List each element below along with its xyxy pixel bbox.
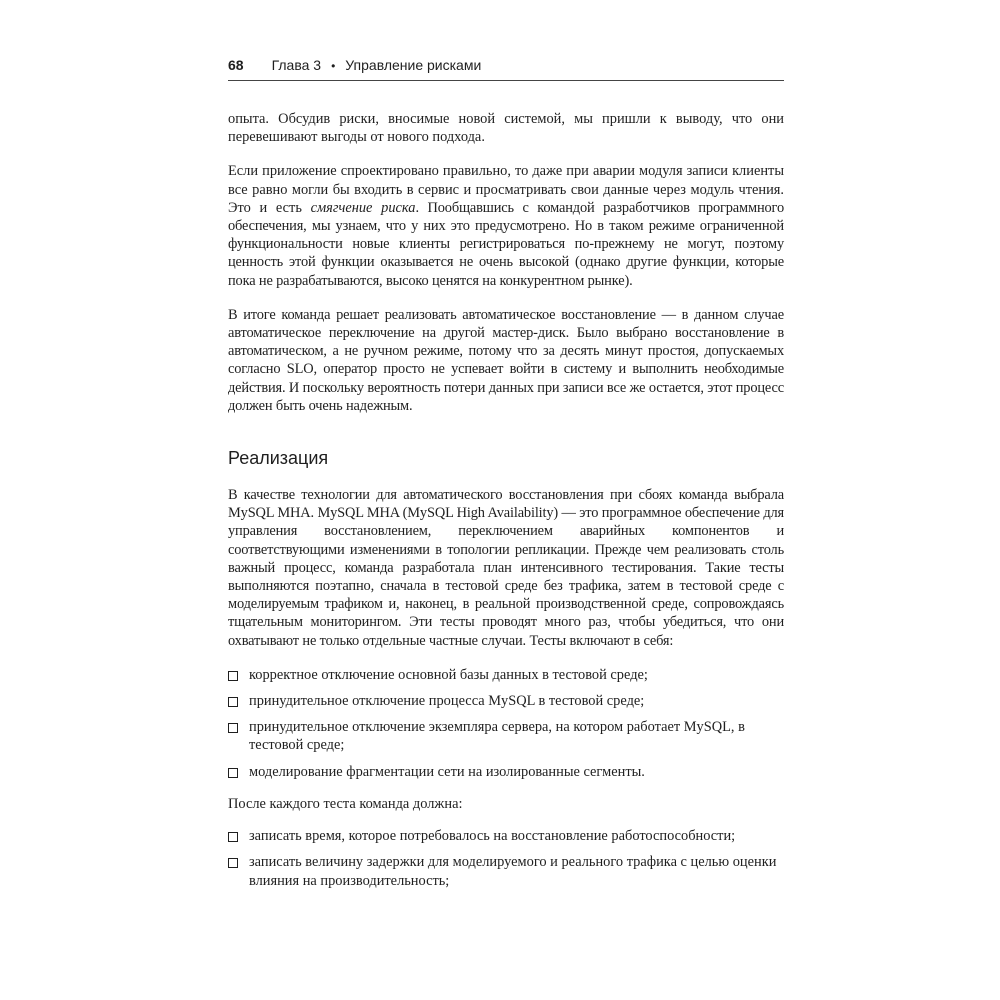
paragraph-text: В итоге команда решает реализовать автоматическое восстановление — в данном случае автоматическое переключение на другой мастер-диск. Было выбрано восстановление в автоматическом, а не ручном режиме, потому что за десять минут простоя, допускаемых согласно SLO, оператор просто не успевает войти в систему и выполнить необходимые действия. И поскольку вероятность потери данных при записи все же остается, этот процесс должен быть очень надежным.: [228, 306, 784, 414]
chapter-label: Глава 3: [271, 57, 322, 73]
list-item-text: записать величину задержки для моделируемого и реального трафика с целью оценки влияния на производительность;: [249, 854, 777, 889]
paragraph-1: [228, 110, 784, 146]
list-item: [228, 763, 784, 781]
list-item-text: корректное отключение основной базы данных в тестовой среде;: [249, 666, 648, 683]
checkbox-bullet-icon: [228, 768, 238, 778]
list-item: [228, 666, 784, 684]
page-body: [228, 110, 784, 904]
chapter-title: Управление рисками: [345, 57, 482, 73]
checkbox-bullet-icon: [228, 858, 238, 868]
checkbox-bullet-icon: [228, 697, 238, 707]
paragraph-text: опыта. Обсудив риски, вносимые новой системой, мы пришли к выводу, что они перевешивают выгоды от нового подхода.: [228, 111, 784, 146]
list-item: [228, 692, 784, 710]
paragraph-2: [228, 162, 784, 289]
list-item: [228, 718, 784, 754]
list-item: [228, 853, 784, 889]
paragraph-text: . Пообщавшись с командой разработчиков программного обеспечения, мы узнаем, что у них это предусмотрено. Но в таком режиме ограниченной функциональности новые клиенты регистрироваться по-прежнему не могут, поэтому ценность этой функции оказывается не очень высокой (однако другие функции, которые пока не разрабатываются, высоко ценятся на конкурентном рынке).: [228, 199, 784, 289]
checkbox-bullet-icon: [228, 671, 238, 681]
list-item-text: принудительное отключение экземпляра сервера, на котором работает MySQL, в тестовой среде;: [249, 719, 745, 754]
page-number: 68: [228, 57, 244, 73]
list-item-text: записать время, которое потребовалось на восстановление работоспособности;: [249, 828, 736, 845]
emphasis-term: смягчение риска: [310, 199, 416, 216]
section-heading: Реализация: [228, 448, 329, 469]
header-rule: [228, 80, 784, 81]
running-head: [228, 57, 784, 81]
checkbox-bullet-icon: [228, 723, 238, 733]
section-intro: [228, 486, 784, 650]
paragraph-3: [228, 306, 784, 415]
paragraph-text: Если приложение спроектировано правильно, то даже при аварии модуля записи клиенты все равно могли бы входить в сервис и просматривать свои данные через модуль чтения. Это и есть: [228, 163, 784, 216]
after-test-list: [228, 827, 784, 890]
after-test-lead-in: После каждого теста команда должна:: [228, 795, 463, 812]
list-item-text: моделирование фрагментации сети на изолированные сегменты.: [249, 763, 645, 780]
bullet-separator: •: [331, 59, 336, 73]
checkbox-bullet-icon: [228, 832, 238, 842]
list-item: [228, 827, 784, 845]
paragraph-text: В качестве технологии для автоматического восстановления при сбоях команда выбрала MySQL MHA. MySQL MHA (MySQL High Availability) — это программное обеспечение для управления восстановлением, переключением аварийных компонентов и соответствующими изменениями в топологии репликации. Прежде чем реализовать столь важный процесс, команда разработала план интенсивного тестирования. Такие тесты выполняются поэтапно, сначала в тестовой среде без трафика, затем в тестовой среде с моделируемым трафиком и, наконец, в реальной производственной среде, сопровождаясь тщательным мониторингом. Эти тесты проводят много раз, чтобы убедиться, что они охватывают не только отдельные частные случаи. Тесты включают в себя:: [228, 487, 784, 649]
list-item-text: принудительное отключение процесса MySQL в тестовой среде;: [249, 693, 645, 710]
tests-list: [228, 666, 784, 781]
